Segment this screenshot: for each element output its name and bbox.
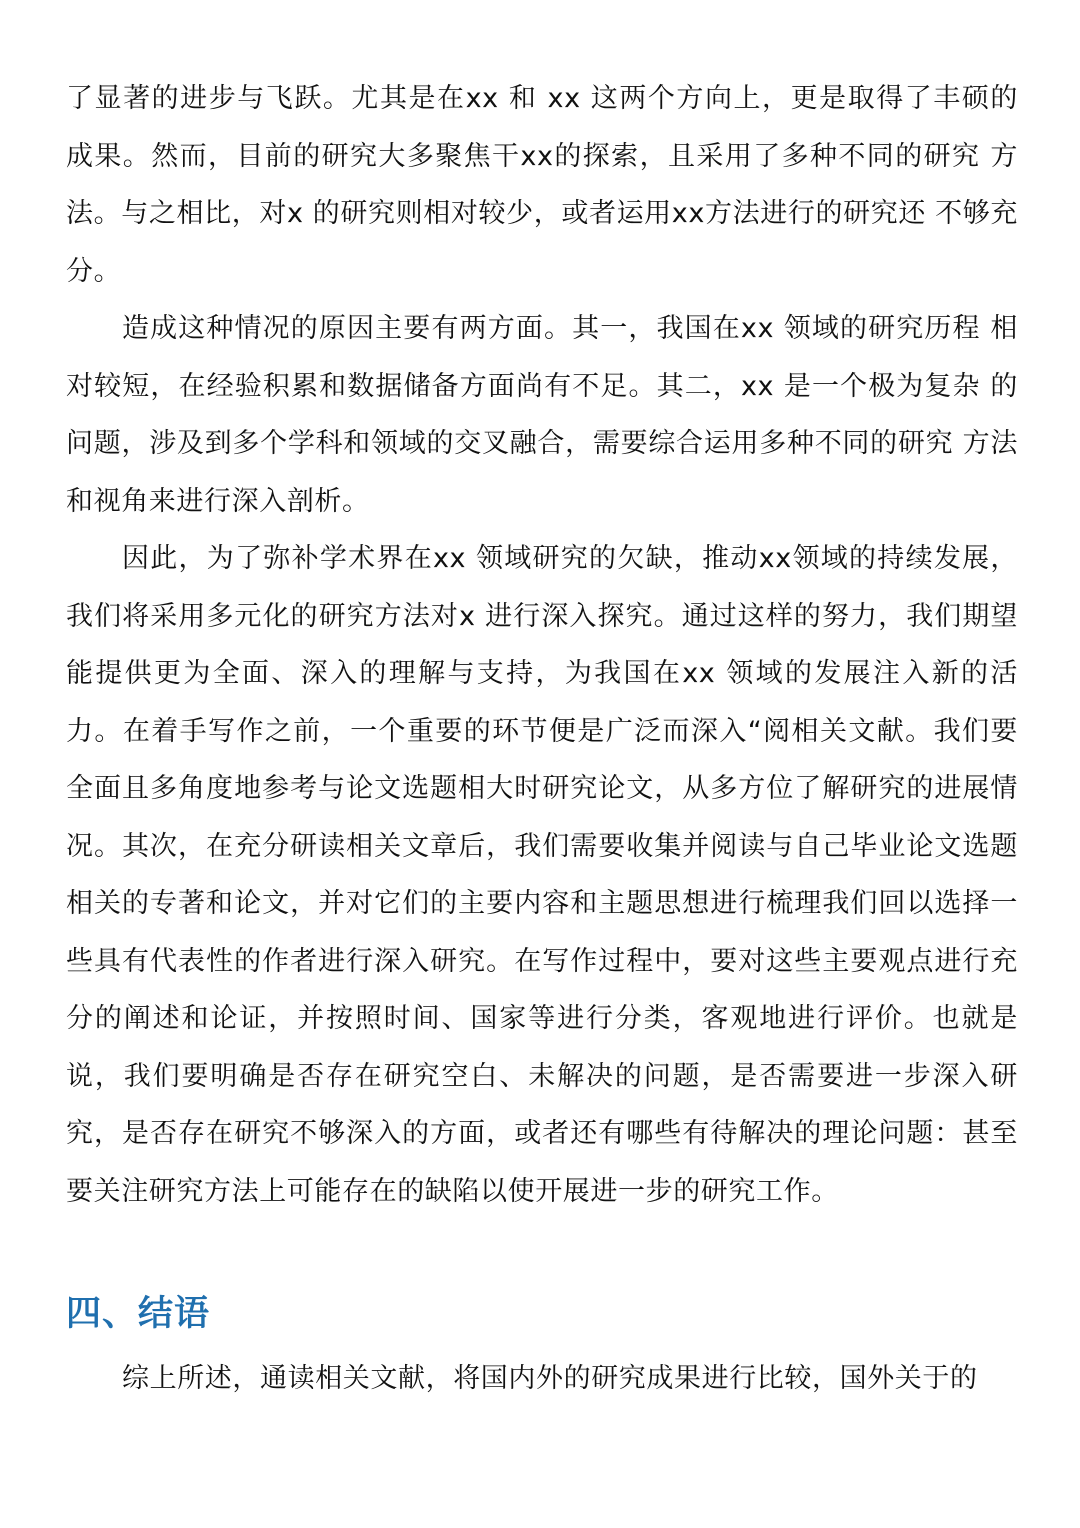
- section-heading-conclusion: 四、结语: [66, 1294, 211, 1334]
- paragraph-2: 造成这种情况的原因主要有两方面。其一，我国在xx 领域的研究历程 相对较短，在经验积累和数据储备方面尚有不足。其二，xx 是一个极为复杂 的问题，涉及到多个学科和领域的交叉融合，需要综合运用多种不同的研究 方法和视角来进行深入剖析。: [66, 313, 1018, 517]
- conclusion-paragraph: 综上所述，通读相关文献，将国内外的研究成果进行比较，国外关于的: [122, 1363, 978, 1394]
- paragraph-3: 因此，为了弥补学术界在xx 领域研究的欠缺，推动xx领域的持续发展，我们将采用多元化的研究方法对x 进行深入探究。通过这样的努力，我们期望能提供更为全面、深入的理解与支持，为我国在xx 领域的发展注入新的活力。在着手写作之前，一个重要的环节便是广泛而深入“阅相关文献。我们要全面且多角度地参考与论文选题相大时研究论文，从多方位了解研究的进展情况。其次，在充分研读相关文章后，我们需要收集并阅读与自己毕业论文选题相关的专著和论文，并对它们的主要内容和主题思想进行梳理我们回以选择一些具有代表性的作者进行深入研究。在写作过程中，要对这些主要观点进行充分的阐述和论证，并按照时间、国家等进行分类，客观地进行评价。也就是说，我们要明确是否存在研究空白、未解决的问题，是否需要进一步深入研究，是否存在研究不够深入的方面，或者还有哪些有待解决的理论问题：甚至要关注研究方法上可能存在的缺陷以使开展进一步的研究工作。: [66, 543, 1018, 1207]
- paragraph-1: 了显著的进步与飞跃。尤其是在xx 和 xx 这两个方向上，更是取得了丰硕的 成果。然而，目前的研究大多聚焦干xx的探索，且采用了多种不同的研究 方法。与之相比，对x 的研究则相对较少，或者运用xx方法进行的研究还 不够充分。: [66, 83, 1018, 287]
